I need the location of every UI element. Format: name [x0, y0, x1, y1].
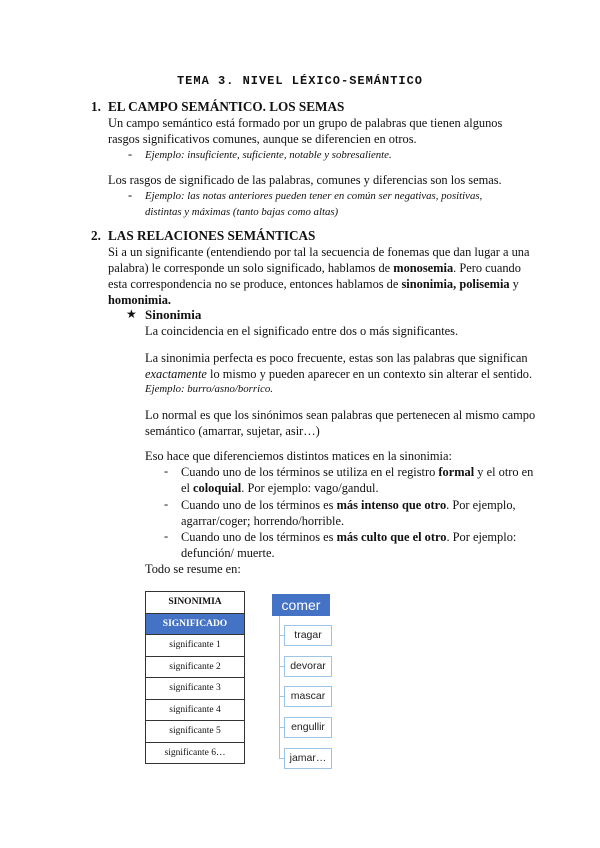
s1-example-1: Ejemplo: insuficiente, suficiente, notable y sobresaliente.	[145, 149, 392, 161]
page-title: TEMA 3. NIVEL LÉXICO-SEMÁNTICO	[176, 74, 424, 88]
s2-line4: homonimia.	[108, 293, 171, 307]
table-row: significante 5	[146, 721, 245, 743]
bullet-dash: -	[164, 497, 169, 511]
bullet-dash: -	[164, 464, 169, 478]
diagram-item: jamar…	[284, 748, 332, 769]
diagram-item: mascar	[284, 686, 332, 707]
s1-example-2-line1: Ejemplo: las notas anteriores pueden tener en común ser negativas, positivas,	[145, 190, 483, 202]
sinonimia-p2-line1: La sinonimia perfecta es poco frecuente, estas son las palabras que significan	[145, 351, 528, 365]
bullet-1-line2: el coloquial. Por ejemplo: vago/gandul.	[181, 481, 379, 495]
table-row: significante 2	[146, 656, 245, 678]
star-icon: ★	[126, 307, 137, 321]
table-header: SINONIMIA	[146, 592, 245, 614]
diagram-connector	[279, 616, 280, 759]
bullet-3-line2: defunción/ muerte.	[181, 546, 275, 560]
diagram-item: tragar	[284, 625, 332, 646]
section-1-number: 1.	[91, 99, 101, 114]
bullet-1-line1: Cuando uno de los términos se utiliza en el registro formal y el otro en	[181, 465, 534, 479]
bullet-dash: -	[164, 529, 169, 543]
sinonimia-p3-line2: semántico (amarrar, sujetar, asir…)	[145, 424, 320, 438]
table-row: significante 4	[146, 699, 245, 721]
summary-intro: Todo se resume en:	[145, 562, 241, 576]
s2-line2: palabra) le corresponde un solo significado, hablamos de monosemia. Pero cuando	[108, 261, 521, 275]
section-2-heading: LAS RELACIONES SEMÁNTICAS	[108, 228, 316, 243]
bullet-dash: -	[128, 188, 133, 202]
bullet-3-line1: Cuando uno de los términos es más culto que el otro. Por ejemplo:	[181, 530, 517, 544]
table-row: significante 6…	[146, 742, 245, 764]
sinonimia-definition: La coincidencia en el significado entre dos o más significantes.	[145, 324, 459, 338]
bullet-dash: -	[128, 147, 133, 161]
sinonimia-table	[145, 591, 245, 764]
table-row: significante 3	[146, 678, 245, 700]
s1-paragraph-2: Los rasgos de significado de las palabras, comunes y diferencias son los semas.	[108, 173, 502, 187]
s1-example-2-line2: distintas y máximas (tanto bajas como altas)	[145, 206, 339, 218]
sinonimia-title: Sinonimia	[145, 307, 202, 322]
sinonimia-p2-line2: exactamente lo mismo y pueden aparecer en un contexto sin alterar el sentido.	[145, 367, 533, 381]
sinonimia-p3-line1: Lo normal es que los sinónimos sean palabras que pertenecen al mismo campo	[145, 408, 536, 422]
sinonimia-p4: Eso hace que diferenciemos distintos matices en la sinonimia:	[145, 449, 452, 463]
diagram-item: devorar	[284, 656, 332, 677]
diagram-item: engullir	[284, 717, 332, 738]
section-2-number: 2.	[91, 228, 101, 243]
table-row: significante 1	[146, 635, 245, 657]
s1-paragraph-line2: rasgos significativos comunes, aunque se diferencien en otros.	[108, 132, 417, 146]
s2-line1: Si a un significante (entendiendo por tal la secuencia de fonemas que dan lugar a una	[108, 245, 530, 259]
s2-line3: esta correspondencia no se produce, entonces hablamos de sinonimia, polisemia y	[108, 277, 519, 291]
table-significado: SIGNIFICADO	[146, 613, 245, 635]
bullet-2-line2: agarrar/coger; horrendo/horrible.	[181, 514, 345, 528]
bullet-2-line1: Cuando uno de los términos es más intenso que otro. Por ejemplo,	[181, 498, 516, 512]
sinonimia-example: Ejemplo: burro/asno/borrico.	[145, 383, 273, 395]
diagram-root: comer	[272, 594, 330, 616]
s1-paragraph-line1: Un campo semántico está formado por un grupo de palabras que tienen algunos	[108, 116, 503, 130]
section-1-heading: EL CAMPO SEMÁNTICO. LOS SEMAS	[108, 99, 345, 114]
